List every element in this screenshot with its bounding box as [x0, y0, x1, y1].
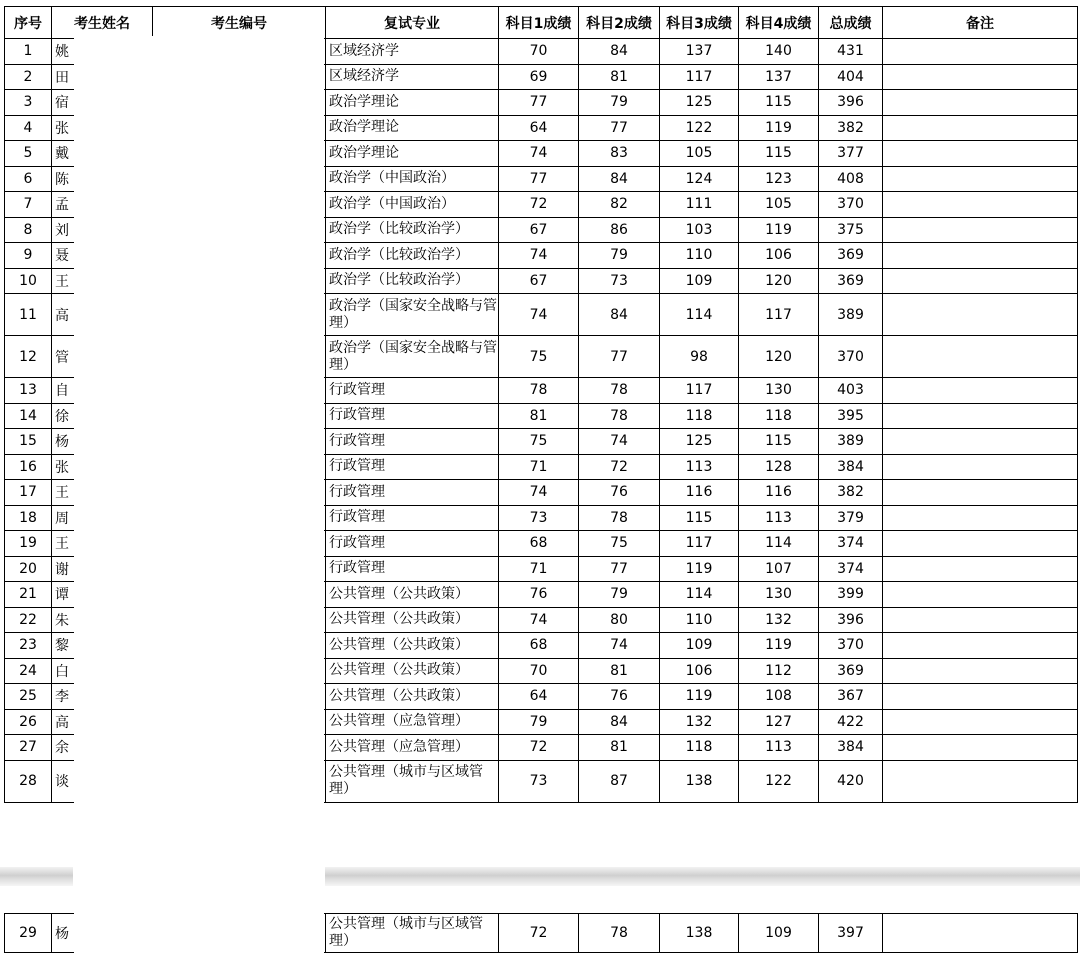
remark-cell — [883, 684, 1078, 710]
score-1: 67 — [499, 217, 579, 243]
remark-cell — [883, 64, 1078, 90]
score-3: 117 — [660, 378, 739, 404]
major-cell: 公共管理（城市与区域管理） — [326, 914, 499, 953]
remark-cell — [883, 294, 1078, 336]
header-row — [5, 7, 1078, 39]
score-2: 81 — [579, 658, 660, 684]
score-4: 120 — [739, 336, 819, 378]
remark-cell — [883, 141, 1078, 167]
score-2: 77 — [579, 115, 660, 141]
score-1: 70 — [499, 39, 579, 65]
row-number: 27 — [5, 735, 52, 761]
major-cell: 行政管理 — [326, 531, 499, 557]
score-4: 107 — [739, 556, 819, 582]
header-total: 总成绩 — [819, 7, 883, 39]
major-cell: 行政管理 — [326, 505, 499, 531]
score-2: 76 — [579, 684, 660, 710]
total-score: 367 — [819, 684, 883, 710]
score-2: 74 — [579, 429, 660, 455]
score-4: 119 — [739, 633, 819, 659]
score-3: 138 — [660, 760, 739, 802]
candidate-name: 张 — [52, 115, 153, 141]
score-3: 117 — [660, 64, 739, 90]
candidate-name: 孟 — [52, 192, 153, 218]
score-4: 119 — [739, 217, 819, 243]
row-number: 16 — [5, 454, 52, 480]
score-3: 103 — [660, 217, 739, 243]
row-number: 9 — [5, 243, 52, 269]
remark-cell — [883, 454, 1078, 480]
header-s4: 科目4成绩 — [739, 7, 819, 39]
remark-cell — [883, 735, 1078, 761]
score-3: 111 — [660, 192, 739, 218]
score-4: 112 — [739, 658, 819, 684]
major-cell: 政治学（中国政治） — [326, 192, 499, 218]
candidate-name: 王 — [52, 268, 153, 294]
row-number: 29 — [5, 914, 52, 953]
candidate-name: 宿 — [52, 90, 153, 116]
score-3: 114 — [660, 582, 739, 608]
score-3: 138 — [660, 914, 739, 953]
score-3: 132 — [660, 709, 739, 735]
score-4: 132 — [739, 607, 819, 633]
score-2: 77 — [579, 556, 660, 582]
row-number: 13 — [5, 378, 52, 404]
candidate-name: 张 — [52, 454, 153, 480]
score-2: 78 — [579, 505, 660, 531]
score-1: 76 — [499, 582, 579, 608]
score-3: 109 — [660, 268, 739, 294]
remark-cell — [883, 90, 1078, 116]
total-score: 382 — [819, 115, 883, 141]
score-3: 118 — [660, 735, 739, 761]
total-score: 404 — [819, 64, 883, 90]
candidate-name: 谢 — [52, 556, 153, 582]
major-cell: 政治学理论 — [326, 141, 499, 167]
remark-cell — [883, 709, 1078, 735]
total-score: 389 — [819, 429, 883, 455]
row-number: 7 — [5, 192, 52, 218]
header-major: 复试专业 — [326, 7, 499, 39]
total-score: 399 — [819, 582, 883, 608]
row-number: 5 — [5, 141, 52, 167]
candidate-name: 杨 — [52, 429, 153, 455]
score-4: 114 — [739, 531, 819, 557]
candidate-name: 高 — [52, 294, 153, 336]
score-2: 81 — [579, 64, 660, 90]
major-cell: 公共管理（应急管理） — [326, 709, 499, 735]
score-4: 113 — [739, 505, 819, 531]
row-number: 28 — [5, 760, 52, 802]
total-score: 374 — [819, 531, 883, 557]
score-3: 119 — [660, 684, 739, 710]
total-score: 374 — [819, 556, 883, 582]
score-2: 86 — [579, 217, 660, 243]
score-4: 115 — [739, 90, 819, 116]
remark-cell — [883, 658, 1078, 684]
total-score: 369 — [819, 658, 883, 684]
major-cell: 公共管理（城市与区域管理） — [326, 760, 499, 802]
score-3: 114 — [660, 294, 739, 336]
score-4: 128 — [739, 454, 819, 480]
major-cell: 政治学（比较政治学） — [326, 243, 499, 269]
score-2: 80 — [579, 607, 660, 633]
score-1: 68 — [499, 531, 579, 557]
score-4: 140 — [739, 39, 819, 65]
row-number: 22 — [5, 607, 52, 633]
score-3: 118 — [660, 403, 739, 429]
row-number: 18 — [5, 505, 52, 531]
score-1: 74 — [499, 243, 579, 269]
row-number: 14 — [5, 403, 52, 429]
candidate-name: 聂 — [52, 243, 153, 269]
score-3: 119 — [660, 556, 739, 582]
row-number: 24 — [5, 658, 52, 684]
candidate-name: 田 — [52, 64, 153, 90]
score-1: 71 — [499, 454, 579, 480]
score-2: 78 — [579, 403, 660, 429]
total-score: 384 — [819, 454, 883, 480]
total-score: 431 — [819, 39, 883, 65]
score-1: 74 — [499, 294, 579, 336]
score-1: 64 — [499, 115, 579, 141]
score-1: 81 — [499, 403, 579, 429]
candidate-name: 王 — [52, 480, 153, 506]
major-cell: 公共管理（应急管理） — [326, 735, 499, 761]
major-cell: 行政管理 — [326, 454, 499, 480]
row-number: 17 — [5, 480, 52, 506]
score-1: 71 — [499, 556, 579, 582]
score-4: 120 — [739, 268, 819, 294]
score-3: 122 — [660, 115, 739, 141]
row-number: 19 — [5, 531, 52, 557]
remark-cell — [883, 378, 1078, 404]
candidate-name: 白 — [52, 658, 153, 684]
remark-cell — [883, 268, 1078, 294]
major-cell: 行政管理 — [326, 429, 499, 455]
score-3: 117 — [660, 531, 739, 557]
remark-cell — [883, 582, 1078, 608]
score-1: 72 — [499, 914, 579, 953]
score-2: 76 — [579, 480, 660, 506]
score-2: 84 — [579, 39, 660, 65]
header-id: 考生编号 — [153, 7, 326, 39]
remark-cell — [883, 115, 1078, 141]
total-score: 395 — [819, 403, 883, 429]
candidate-name: 姚 — [52, 39, 153, 65]
score-4: 117 — [739, 294, 819, 336]
page-break-band-right — [325, 867, 1080, 886]
row-number: 4 — [5, 115, 52, 141]
score-4: 122 — [739, 760, 819, 802]
major-cell: 区域经济学 — [326, 39, 499, 65]
redaction-panel-ids — [154, 36, 324, 960]
remark-cell — [883, 505, 1078, 531]
header-s1: 科目1成绩 — [499, 7, 579, 39]
row-number: 15 — [5, 429, 52, 455]
candidate-name: 刘 — [52, 217, 153, 243]
row-number: 3 — [5, 90, 52, 116]
header-remark: 备注 — [883, 7, 1078, 39]
score-4: 118 — [739, 403, 819, 429]
score-4: 137 — [739, 64, 819, 90]
score-2: 79 — [579, 243, 660, 269]
score-1: 67 — [499, 268, 579, 294]
candidate-name: 朱 — [52, 607, 153, 633]
candidate-name: 戴 — [52, 141, 153, 167]
score-1: 73 — [499, 760, 579, 802]
remark-cell — [883, 166, 1078, 192]
score-4: 123 — [739, 166, 819, 192]
redaction-panel-names — [74, 36, 154, 960]
major-cell: 行政管理 — [326, 378, 499, 404]
total-score: 375 — [819, 217, 883, 243]
candidate-name: 自 — [52, 378, 153, 404]
score-4: 116 — [739, 480, 819, 506]
header-name: 考生姓名 — [52, 7, 153, 39]
major-cell: 公共管理（公共政策） — [326, 658, 499, 684]
remark-cell — [883, 556, 1078, 582]
score-1: 72 — [499, 192, 579, 218]
total-score: 396 — [819, 90, 883, 116]
total-score: 369 — [819, 268, 883, 294]
remark-cell — [883, 39, 1078, 65]
score-3: 124 — [660, 166, 739, 192]
score-1: 77 — [499, 90, 579, 116]
score-1: 68 — [499, 633, 579, 659]
major-cell: 公共管理（公共政策） — [326, 633, 499, 659]
total-score: 396 — [819, 607, 883, 633]
score-2: 81 — [579, 735, 660, 761]
score-4: 113 — [739, 735, 819, 761]
score-4: 109 — [739, 914, 819, 953]
score-3: 116 — [660, 480, 739, 506]
score-2: 75 — [579, 531, 660, 557]
score-4: 119 — [739, 115, 819, 141]
candidate-name: 杨 — [52, 914, 153, 953]
major-cell: 公共管理（公共政策） — [326, 607, 499, 633]
total-score: 370 — [819, 192, 883, 218]
total-score: 379 — [819, 505, 883, 531]
remark-cell — [883, 336, 1078, 378]
row-number: 11 — [5, 294, 52, 336]
row-number: 1 — [5, 39, 52, 65]
major-cell: 公共管理（公共政策） — [326, 582, 499, 608]
header-no: 序号 — [5, 7, 52, 39]
score-1: 79 — [499, 709, 579, 735]
candidate-name: 李 — [52, 684, 153, 710]
total-score: 422 — [819, 709, 883, 735]
remark-cell — [883, 480, 1078, 506]
total-score: 403 — [819, 378, 883, 404]
score-2: 79 — [579, 582, 660, 608]
score-1: 75 — [499, 429, 579, 455]
score-2: 77 — [579, 336, 660, 378]
candidate-name: 余 — [52, 735, 153, 761]
score-3: 125 — [660, 429, 739, 455]
score-3: 115 — [660, 505, 739, 531]
major-cell: 政治学理论 — [326, 115, 499, 141]
score-2: 84 — [579, 294, 660, 336]
candidate-name: 徐 — [52, 403, 153, 429]
remark-cell — [883, 217, 1078, 243]
score-2: 72 — [579, 454, 660, 480]
score-1: 64 — [499, 684, 579, 710]
header-s2: 科目2成绩 — [579, 7, 660, 39]
remark-cell — [883, 607, 1078, 633]
major-cell: 政治学（国家安全战略与管理） — [326, 336, 499, 378]
remark-cell — [883, 429, 1078, 455]
remark-cell — [883, 192, 1078, 218]
major-cell: 政治学（比较政治学） — [326, 268, 499, 294]
row-number: 21 — [5, 582, 52, 608]
total-score: 408 — [819, 166, 883, 192]
score-3: 110 — [660, 243, 739, 269]
row-number: 20 — [5, 556, 52, 582]
header-s3: 科目3成绩 — [660, 7, 739, 39]
score-4: 115 — [739, 141, 819, 167]
score-3: 105 — [660, 141, 739, 167]
row-number: 2 — [5, 64, 52, 90]
score-2: 73 — [579, 268, 660, 294]
major-cell: 公共管理（公共政策） — [326, 684, 499, 710]
remark-cell — [883, 243, 1078, 269]
remark-cell — [883, 914, 1078, 953]
remark-cell — [883, 531, 1078, 557]
row-number: 6 — [5, 166, 52, 192]
score-2: 79 — [579, 90, 660, 116]
major-cell: 行政管理 — [326, 556, 499, 582]
remark-cell — [883, 403, 1078, 429]
score-1: 74 — [499, 607, 579, 633]
candidate-name: 谭 — [52, 582, 153, 608]
score-2: 78 — [579, 378, 660, 404]
total-score: 397 — [819, 914, 883, 953]
score-2: 84 — [579, 166, 660, 192]
score-4: 115 — [739, 429, 819, 455]
candidate-name: 黎 — [52, 633, 153, 659]
total-score: 370 — [819, 336, 883, 378]
score-3: 98 — [660, 336, 739, 378]
row-number: 23 — [5, 633, 52, 659]
row-number: 10 — [5, 268, 52, 294]
score-4: 127 — [739, 709, 819, 735]
remark-cell — [883, 760, 1078, 802]
score-4: 106 — [739, 243, 819, 269]
score-3: 109 — [660, 633, 739, 659]
candidate-name: 王 — [52, 531, 153, 557]
score-2: 83 — [579, 141, 660, 167]
score-4: 105 — [739, 192, 819, 218]
score-2: 84 — [579, 709, 660, 735]
score-3: 113 — [660, 454, 739, 480]
total-score: 420 — [819, 760, 883, 802]
major-cell: 行政管理 — [326, 403, 499, 429]
score-2: 74 — [579, 633, 660, 659]
row-number: 26 — [5, 709, 52, 735]
score-4: 108 — [739, 684, 819, 710]
candidate-name: 周 — [52, 505, 153, 531]
row-number: 25 — [5, 684, 52, 710]
major-cell: 政治学（中国政治） — [326, 166, 499, 192]
score-1: 73 — [499, 505, 579, 531]
row-number: 8 — [5, 217, 52, 243]
page-break-band-left — [0, 867, 73, 886]
major-cell: 行政管理 — [326, 480, 499, 506]
score-2: 82 — [579, 192, 660, 218]
major-cell: 区域经济学 — [326, 64, 499, 90]
total-score: 389 — [819, 294, 883, 336]
total-score: 377 — [819, 141, 883, 167]
remark-cell — [883, 633, 1078, 659]
candidate-name: 管 — [52, 336, 153, 378]
candidate-name: 陈 — [52, 166, 153, 192]
total-score: 382 — [819, 480, 883, 506]
row-number: 12 — [5, 336, 52, 378]
score-3: 137 — [660, 39, 739, 65]
total-score: 369 — [819, 243, 883, 269]
score-3: 106 — [660, 658, 739, 684]
total-score: 370 — [819, 633, 883, 659]
score-1: 69 — [499, 64, 579, 90]
major-cell: 政治学（国家安全战略与管理） — [326, 294, 499, 336]
score-3: 110 — [660, 607, 739, 633]
candidate-name: 高 — [52, 709, 153, 735]
score-2: 78 — [579, 914, 660, 953]
candidate-name: 谈 — [52, 760, 153, 802]
total-score: 384 — [819, 735, 883, 761]
major-cell: 政治学理论 — [326, 90, 499, 116]
score-1: 78 — [499, 378, 579, 404]
score-2: 87 — [579, 760, 660, 802]
score-1: 77 — [499, 166, 579, 192]
score-1: 74 — [499, 141, 579, 167]
major-cell: 政治学（比较政治学） — [326, 217, 499, 243]
score-3: 125 — [660, 90, 739, 116]
score-1: 72 — [499, 735, 579, 761]
score-1: 70 — [499, 658, 579, 684]
score-1: 75 — [499, 336, 579, 378]
score-4: 130 — [739, 582, 819, 608]
score-1: 74 — [499, 480, 579, 506]
score-4: 130 — [739, 378, 819, 404]
